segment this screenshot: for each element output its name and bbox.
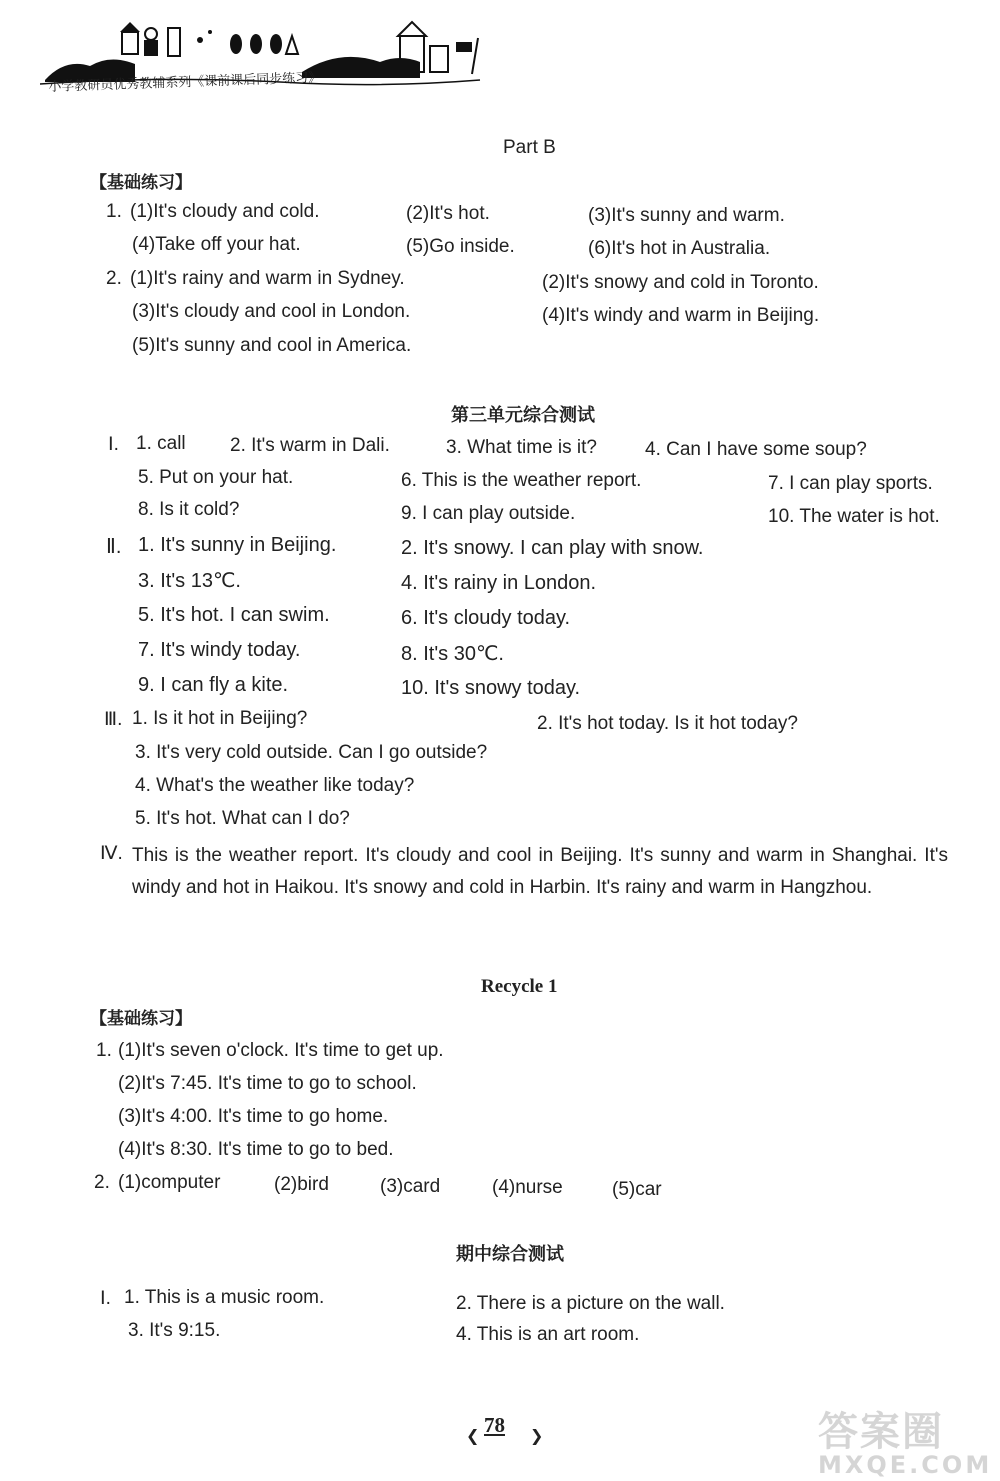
part-b-q1-number: 1. <box>106 201 122 222</box>
unit3-s1-answer: 6. This is the weather report. <box>401 470 642 491</box>
unit3-s2-answer: 5. It's hot. I can swim. <box>138 604 330 626</box>
unit3-s2-roman: Ⅱ. <box>106 536 122 558</box>
recycle-q1-number: 1. <box>96 1040 112 1061</box>
recycle-q2-number: 2. <box>94 1172 110 1193</box>
recycle-q1-answer: (4)It's 8:30. It's time to go to bed. <box>118 1139 394 1160</box>
unit3-s2-answer: 6. It's cloudy today. <box>401 607 571 629</box>
unit3-s2-answer: 4. It's rainy in London. <box>401 572 597 594</box>
unit3-s1-answer: 5. Put on your hat. <box>138 467 294 488</box>
midterm-s1-answer: 1. This is a music room. <box>124 1287 325 1308</box>
unit3-s1-answer: 8. Is it cold? <box>138 499 240 520</box>
unit3-s3-answer: 4. What's the weather like today? <box>135 775 415 796</box>
part-b-q2-number: 2. <box>106 268 122 289</box>
midterm-s1-answer: 3. It's 9:15. <box>128 1320 221 1341</box>
recycle-q2-answer: (5)car <box>612 1179 662 1200</box>
unit3-s1-answer: 2. It's warm in Dali. <box>230 435 390 456</box>
part-b-practice-tag: 【基础练习】 <box>90 173 192 193</box>
recycle-q2-answer: (2)bird <box>274 1174 329 1195</box>
recycle-title: Recycle 1 <box>481 976 558 997</box>
recycle-q2-answer: (3)card <box>380 1176 441 1197</box>
part-b-q2-answer: (1)It's rainy and warm in Sydney. <box>130 268 405 289</box>
part-b-q1-answer: (4)Take off your hat. <box>132 234 301 255</box>
unit3-s1-answer: 9. I can play outside. <box>401 503 576 524</box>
unit3-s4-paragraph: This is the weather report. It's cloudy and cool in Beijing. It's sunny and warm in Shanghai. It's windy and hot in Haikou. It's snowy and cold in Harbin. It's rainy and warm in Hangzhou. <box>132 845 948 898</box>
midterm-test-title: 期中综合测试 <box>456 1244 564 1265</box>
unit3-s2-answer: 10. It's snowy today. <box>401 677 581 699</box>
part-b-q1-answer: (2)It's hot. <box>406 203 490 224</box>
part-b-title: Part B <box>503 137 556 158</box>
part-b-q2-answer: (2)It's snowy and cold in Toronto. <box>542 272 819 293</box>
recycle-q1-answer: (2)It's 7:45. It's time to go to school. <box>118 1073 417 1094</box>
page-number: 78 <box>484 1413 505 1437</box>
part-b-q2-answer: (3)It's cloudy and cool in London. <box>132 301 411 322</box>
unit3-s1-roman: Ⅰ. <box>108 434 119 455</box>
watermark-url: MXQE.COM <box>818 1451 993 1479</box>
part-b-q1-answer: (5)Go inside. <box>406 236 515 257</box>
header-caption: 小学教研员优秀教辅系列《课前课后同步练习》 <box>48 70 322 95</box>
unit3-s1-answer: 10. The water is hot. <box>768 506 940 527</box>
unit3-s2-answer: 2. It's snowy. I can play with snow. <box>401 537 704 559</box>
watermark-logo <box>818 1400 993 1479</box>
recycle-practice-tag: 【基础练习】 <box>90 1009 192 1029</box>
unit3-s2-answer: 9. I can fly a kite. <box>138 674 289 696</box>
recycle-q1-answer: (3)It's 4:00. It's time to go home. <box>118 1106 389 1127</box>
unit3-s3-answer: 2. It's hot today. Is it hot today? <box>537 713 798 734</box>
unit3-s3-answer: 3. It's very cold outside. Can I go outside? <box>135 742 488 763</box>
unit3-s2-answer: 8. It's 30℃. <box>401 643 504 665</box>
part-b-q1-answer: (3)It's sunny and warm. <box>588 205 785 226</box>
part-b-q2-answer: (5)It's sunny and cool in America. <box>132 335 412 356</box>
recycle-q2-answer: (4)nurse <box>492 1177 563 1198</box>
unit3-s4-roman: Ⅳ. <box>100 843 123 864</box>
midterm-s1-roman: Ⅰ. <box>100 1288 111 1309</box>
unit3-s3-answer: 5. It's hot. What can I do? <box>135 808 350 829</box>
unit3-s1-answer: 4. Can I have some soup? <box>645 439 867 460</box>
unit3-s3-answer: 1. Is it hot in Beijing? <box>132 708 308 729</box>
midterm-s1-answer: 4. This is an art room. <box>456 1324 640 1345</box>
part-b-q1-answer: (1)It's cloudy and cold. <box>130 201 320 222</box>
page-number-right-ornament: ❯ <box>530 1428 544 1445</box>
unit3-s3-roman: Ⅲ. <box>104 709 123 730</box>
part-b-q2-answer: (4)It's windy and warm in Beijing. <box>542 305 820 326</box>
unit3-s2-answer: 3. It's 13℃. <box>138 570 241 592</box>
unit3-s2-answer: 7. It's windy today. <box>138 639 301 661</box>
unit3-s2-answer: 1. It's sunny in Beijing. <box>138 534 337 556</box>
unit3-s1-answer: 1. call <box>136 433 186 454</box>
unit3-test-title: 第三单元综合测试 <box>451 405 595 426</box>
part-b-q1-answer: (6)It's hot in Australia. <box>588 238 771 259</box>
unit3-s1-answer: 7. I can play sports. <box>768 473 933 494</box>
midterm-s1-answer: 2. There is a picture on the wall. <box>456 1293 725 1314</box>
page-number-left-ornament: ❮ <box>466 1428 480 1445</box>
recycle-q2-answer: (1)computer <box>118 1172 221 1193</box>
recycle-q1-answer: (1)It's seven o'clock. It's time to get up. <box>118 1040 444 1061</box>
watermark-title: 答案圈 <box>818 1409 944 1455</box>
unit3-s1-answer: 3. What time is it? <box>446 437 597 458</box>
